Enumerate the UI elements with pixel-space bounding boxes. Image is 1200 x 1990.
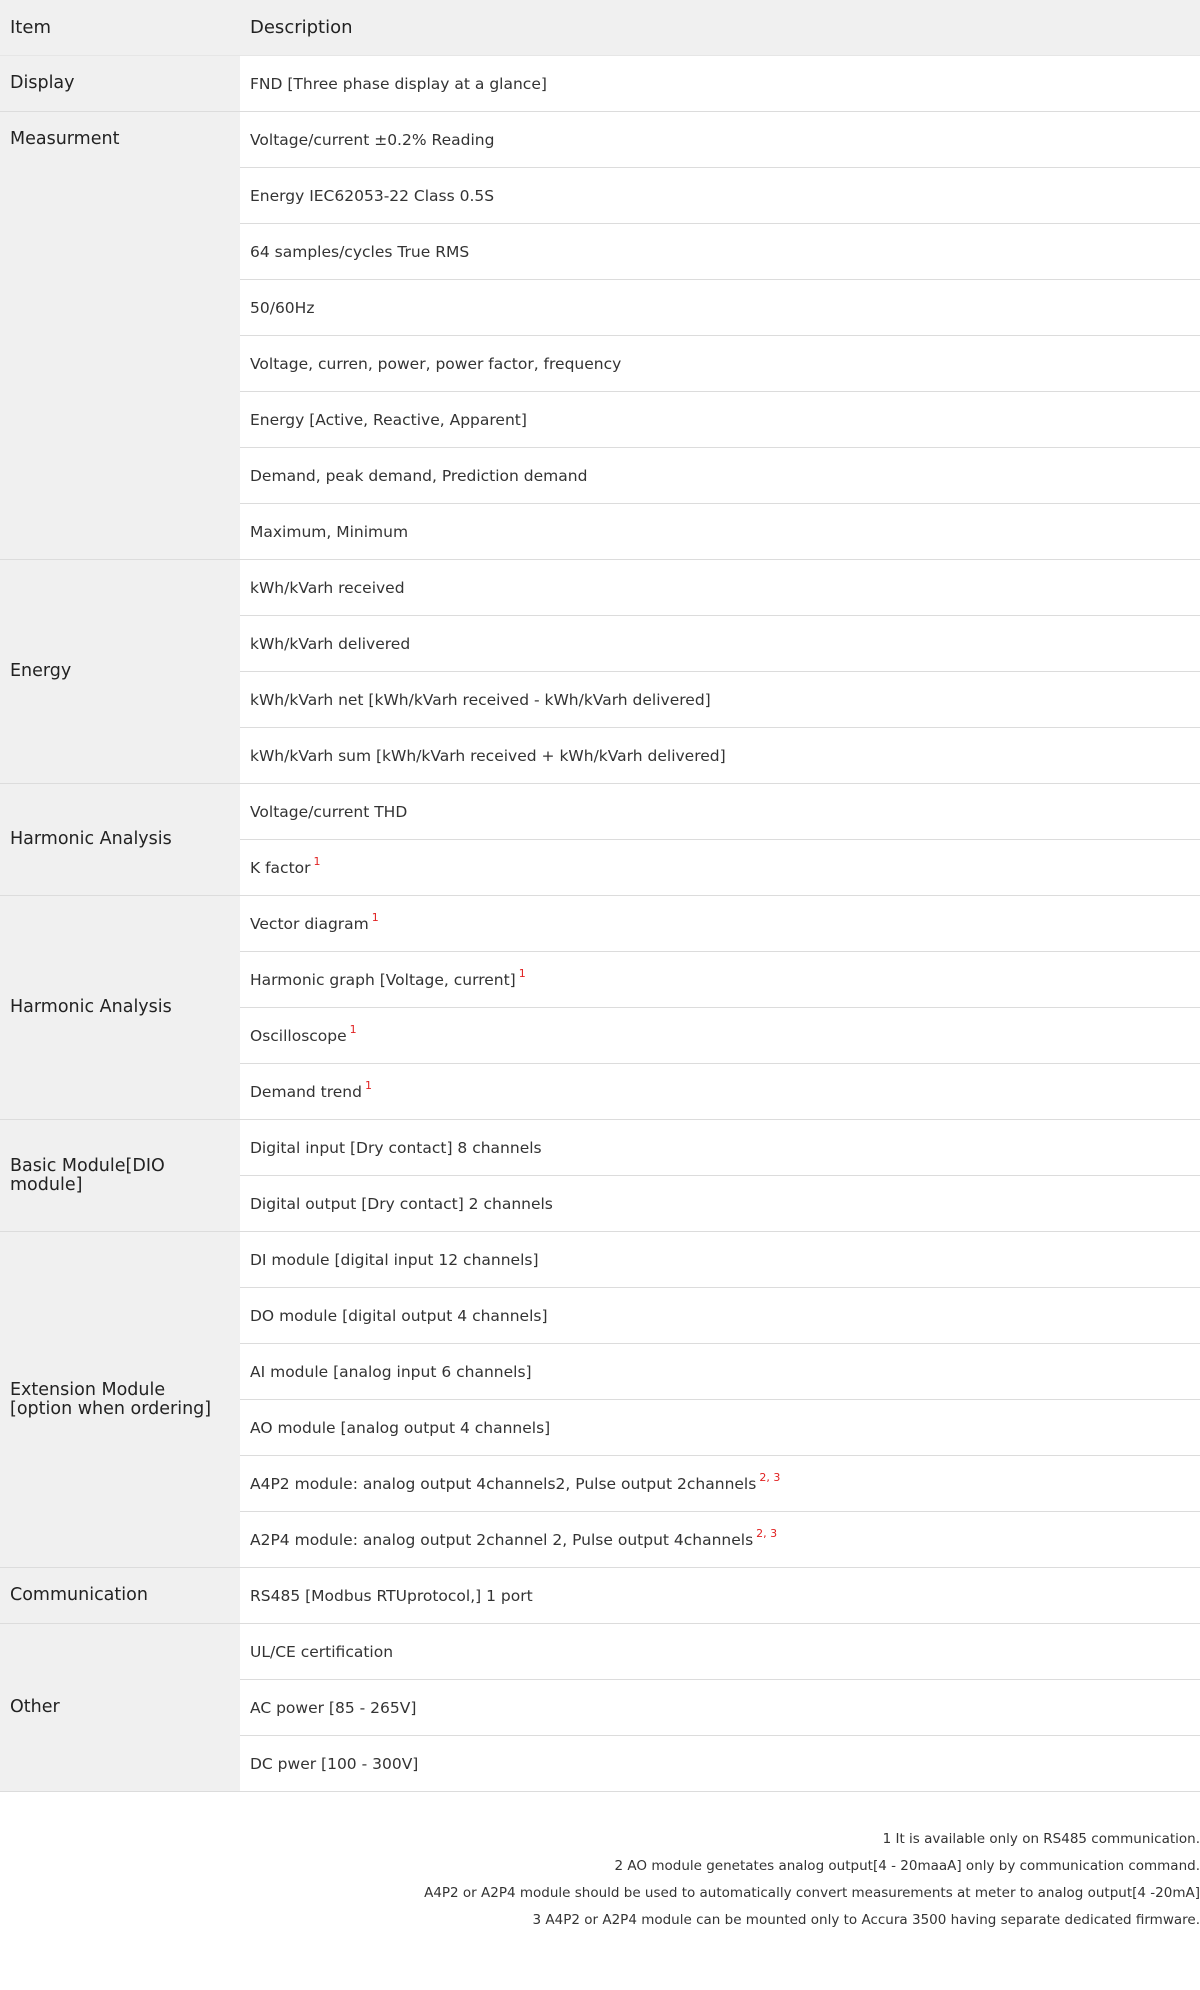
item-energy: Energy xyxy=(0,560,240,784)
item-display: Display xyxy=(0,56,240,112)
item-harmonic-analysis: Harmonic Analysis xyxy=(0,896,240,1120)
description-cell: Energy IEC62053-22 Class 0.5S xyxy=(240,168,1200,224)
description-text: AO module [analog output 4 channels] xyxy=(250,1418,551,1437)
footnote-1: 1 It is available only on RS485 communication. xyxy=(882,1831,1200,1847)
item-extension-module: Extension Module [option when ordering] xyxy=(0,1232,240,1568)
description-cell: 50/60Hz xyxy=(240,280,1200,336)
description-cell: UL/CE certification xyxy=(240,1624,1200,1680)
description-text: Oscilloscope xyxy=(250,1027,347,1046)
table-header-row xyxy=(0,0,1200,56)
description-cell xyxy=(240,1064,1200,1120)
header-description: Description xyxy=(240,0,1200,56)
footnote-marker: 1 xyxy=(364,1079,372,1093)
description-cell: 64 samples/cycles True RMS xyxy=(240,224,1200,280)
description-text: A4P2 module: analog output 4channels2, Pulse output 2channels xyxy=(250,1475,757,1494)
item-harmonic-analysis: Harmonic Analysis xyxy=(0,784,240,896)
table-row xyxy=(0,56,1200,112)
table-row xyxy=(0,1232,1200,1288)
description-cell: AC power [85 - 265V] xyxy=(240,1680,1200,1736)
description-cell: kWh/kVarh sum [kWh/kVarh received + kWh/kVarh delivered] xyxy=(240,728,1200,784)
description-cell: Energy [Active, Reactive, Apparent] xyxy=(240,392,1200,448)
description-cell: DC pwer [100 - 300V] xyxy=(240,1736,1200,1792)
description-cell: kWh/kVarh received xyxy=(240,560,1200,616)
description-cell: kWh/kVarh net [kWh/kVarh received - kWh/kVarh delivered] xyxy=(240,672,1200,728)
item-basic-module: Basic Module[DIO module] xyxy=(0,1120,240,1232)
description-cell xyxy=(240,1232,1200,1288)
item-measurement: Measurment xyxy=(0,112,240,560)
description-cell xyxy=(240,1344,1200,1400)
description-cell xyxy=(240,896,1200,952)
item-communication: Communication xyxy=(0,1568,240,1624)
header-item: Item xyxy=(0,0,240,56)
table-row xyxy=(0,1120,1200,1176)
item-other: Other xyxy=(0,1624,240,1792)
description-text: DI module [digital input 12 channels] xyxy=(250,1250,539,1269)
description-cell xyxy=(240,840,1200,896)
footnote-marker: 1 xyxy=(371,911,379,925)
footnote-2-continued: A4P2 or A2P4 module should be used to automatically convert measurements at meter to analog output[4 -20mA] xyxy=(424,1885,1200,1901)
description-cell xyxy=(240,784,1200,840)
table-row xyxy=(0,896,1200,952)
footnote-marker: 2, 3 xyxy=(756,1527,778,1541)
footnote-marker: 2, 3 xyxy=(759,1471,781,1485)
description-text: K factor xyxy=(250,859,311,878)
table-row xyxy=(0,1568,1200,1624)
description-cell xyxy=(240,1512,1200,1568)
table-row xyxy=(0,560,1200,616)
footnote-3: 3 A4P2 or A2P4 module can be mounted only to Accura 3500 having separate dedicated firmware. xyxy=(532,1912,1200,1928)
table-row xyxy=(0,1624,1200,1680)
description-cell: Voltage, curren, power, power factor, frequency xyxy=(240,336,1200,392)
description-cell: Demand, peak demand, Prediction demand xyxy=(240,448,1200,504)
description-cell: Maximum, Minimum xyxy=(240,504,1200,560)
description-text: Voltage/current THD xyxy=(250,802,408,821)
description-cell xyxy=(240,1008,1200,1064)
description-cell: Digital input [Dry contact] 8 channels xyxy=(240,1120,1200,1176)
description-text: DO module [digital output 4 channels] xyxy=(250,1306,548,1325)
description-cell: Digital output [Dry contact] 2 channels xyxy=(240,1176,1200,1232)
description-text: Harmonic graph [Voltage, current] xyxy=(250,971,516,990)
description-text: Demand trend xyxy=(250,1083,362,1102)
description-cell xyxy=(240,1400,1200,1456)
footnote-marker: 1 xyxy=(518,967,526,981)
footnotes xyxy=(0,1826,1200,1934)
footnote-marker: 1 xyxy=(349,1023,357,1037)
description-cell: RS485 [Modbus RTUprotocol,] 1 port xyxy=(240,1568,1200,1624)
footnote-2: 2 AO module genetates analog output[4 - 20maaA] only by communication command. xyxy=(614,1858,1200,1874)
description-cell xyxy=(240,1288,1200,1344)
table-row xyxy=(0,784,1200,840)
description-text: Vector diagram xyxy=(250,915,369,934)
description-cell xyxy=(240,1456,1200,1512)
description-text: A2P4 module: analog output 2channel 2, Pulse output 4channels xyxy=(250,1531,754,1550)
description-cell: kWh/kVarh delivered xyxy=(240,616,1200,672)
table-row xyxy=(0,112,1200,168)
description-cell xyxy=(240,952,1200,1008)
footnote-marker: 1 xyxy=(313,855,321,869)
description-cell: FND [Three phase display at a glance] xyxy=(240,56,1200,112)
description-text: AI module [analog input 6 channels] xyxy=(250,1362,532,1381)
description-cell: Voltage/current ±0.2% Reading xyxy=(240,112,1200,168)
